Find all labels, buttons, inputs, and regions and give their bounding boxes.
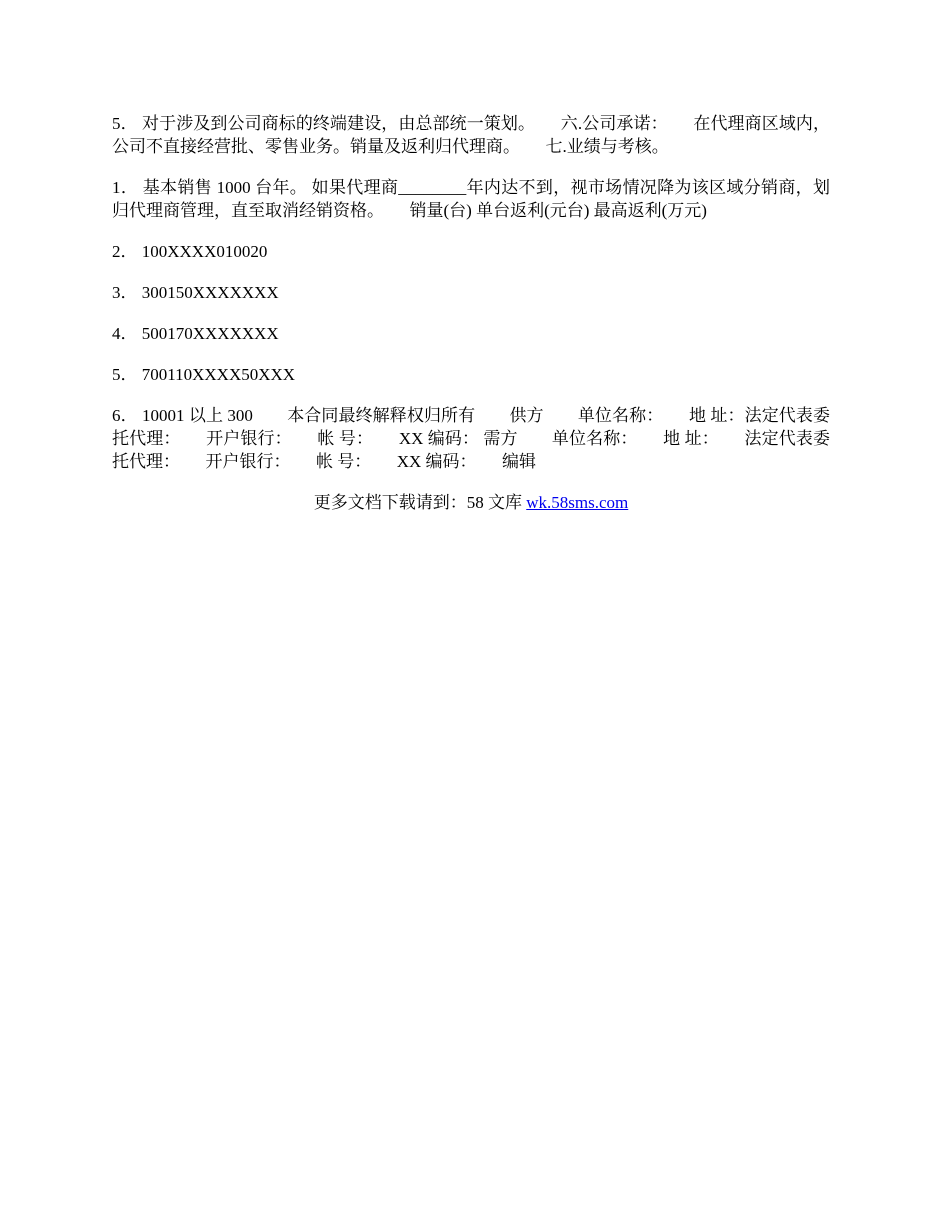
paragraph-item-4: 4． 500170XXXXXXX [112,324,279,343]
document-page [112,112,830,514]
paragraph-item-3: 3． 300150XXXXXXX [112,283,279,302]
footer-text: 更多文档下载请到：58 文库 [313,493,527,512]
paragraph-item-1-basic-sales: 1． 基本销售 1000 台年。 如果代理商________年内达不到，视市场情况降为该区域分销商，划归代理商管理，直至取消经销资格。 销量(台) 单台返利(元台) 最高返利(万元) [112,178,830,220]
footer-link[interactable]: wk.58sms.com [526,493,629,512]
paragraph-item-5-terminal: 5． 对于涉及到公司商标的终端建设，由总部统一策划。 六.公司承诺： 在代理商区域内，公司不直接经营批、零售业务。销量及返利归代理商。 七.业绩与考核。 [112,114,830,156]
paragraph-item-5: 5． 700110XXXX50XXX [112,365,296,384]
paragraph-item-6-signatures: 6． 10001 以上 300 本合同最终解释权归所有 供方 单位名称： 地 址：法定代表委托代理： 开户银行： 帐 号： XX 编码： 需方 单位名称： 地 址： 法定代表委托代理： 开户银行： 帐 号： XX 编码： 编辑 [112,406,830,471]
paragraph-item-2: 2． 100XXXX010020 [112,242,268,261]
download-footer [112,491,830,514]
